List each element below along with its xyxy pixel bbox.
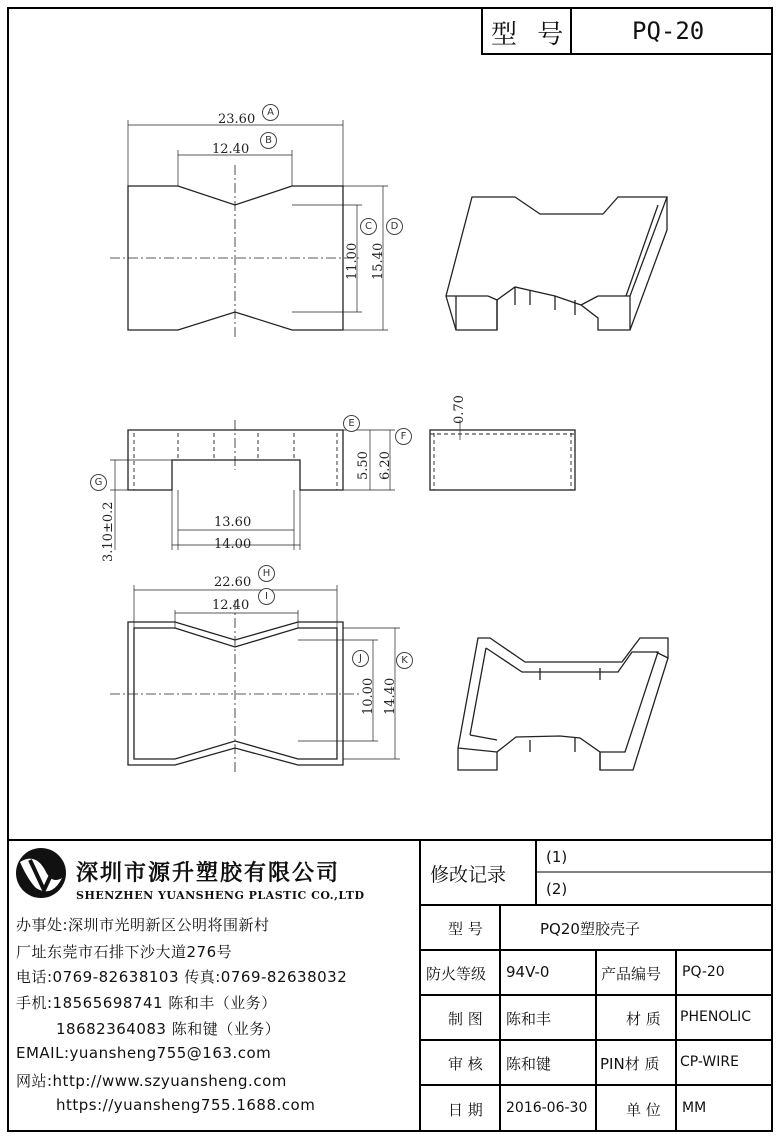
- unit-label: 单 位: [626, 1101, 661, 1119]
- date-label: 日 期: [448, 1101, 483, 1119]
- bottom-view-drawing: [110, 585, 400, 775]
- company-website-2: https://yuansheng755.1688.com: [56, 1096, 316, 1114]
- model-value: PQ20塑胶壳子: [540, 920, 640, 938]
- dim-h: 22.60: [214, 575, 252, 590]
- marker-j: J: [352, 650, 369, 667]
- model-label: 型 号: [448, 920, 483, 938]
- unit-value: MM: [682, 1100, 707, 1116]
- company-website: 网站:http://www.szyuansheng.com: [16, 1072, 287, 1090]
- dim-14-00: 14.00: [214, 537, 252, 552]
- revision-1: (1): [546, 848, 568, 866]
- dim-a: 23.60: [218, 112, 256, 127]
- marker-a: A: [262, 104, 279, 121]
- company-logo: [16, 848, 66, 898]
- drawn-by-label: 制 图: [448, 1010, 483, 1028]
- revision-label: 修改记录: [430, 864, 507, 886]
- iso-view-2: [458, 638, 668, 770]
- dim-g: 3.10±0.2: [101, 501, 116, 562]
- header-model-value: PQ-20: [632, 17, 705, 45]
- company-name-cn: 深圳市源升塑胶有限公司: [76, 861, 341, 886]
- product-no-label: 产品编号: [601, 965, 662, 983]
- side-view-drawing: [430, 420, 575, 490]
- fire-rating-label: 防火等级: [426, 965, 487, 983]
- company-name-en: SHENZHEN YUANSHENG PLASTIC CO.,LTD: [76, 889, 365, 902]
- dim-d: 15.40: [371, 242, 386, 280]
- marker-d: D: [386, 218, 403, 235]
- header-model-label: 型 号: [491, 20, 570, 50]
- checked-by-value: 陈和键: [506, 1055, 552, 1073]
- pin-material-value: CP-WIRE: [680, 1054, 739, 1070]
- dim-13-60: 13.60: [214, 515, 252, 530]
- iso-view-1: [446, 197, 667, 330]
- dim-k: 14.40: [383, 677, 398, 715]
- product-no-value: PQ-20: [682, 964, 725, 980]
- drawn-by-value: 陈和丰: [506, 1010, 552, 1028]
- material-label: 材 质: [626, 1010, 661, 1028]
- marker-c: C: [360, 218, 377, 235]
- company-email: EMAIL:yuansheng755@163.com: [16, 1044, 272, 1062]
- marker-b: B: [260, 132, 277, 149]
- dim-5-50: 5.50: [356, 451, 371, 480]
- dim-6-20: 6.20: [378, 451, 393, 480]
- date-value: 2016-06-30: [506, 1100, 588, 1116]
- front-view-drawing: [110, 420, 395, 550]
- marker-e: E: [343, 415, 360, 432]
- dim-i: 12.40: [212, 598, 250, 613]
- marker-h: H: [258, 565, 275, 582]
- marker-g: G: [90, 474, 107, 491]
- checked-by-label: 审 核: [448, 1055, 483, 1073]
- marker-i: I: [258, 588, 275, 605]
- company-mobile-2: 18682364083 陈和键（业务）: [56, 1020, 281, 1038]
- dim-b: 12.40: [212, 142, 250, 157]
- company-mobile-1: 手机:18565698741 陈和丰（业务）: [16, 994, 277, 1012]
- pin-material-label: PIN材 质: [600, 1055, 660, 1073]
- marker-f: F: [395, 428, 412, 445]
- company-phone: 电话:0769-82638103 传真:0769-82638032: [16, 968, 348, 986]
- fire-rating-value: 94V-0: [506, 963, 550, 981]
- company-factory: 厂址东莞市石排下沙大道276号: [16, 943, 233, 961]
- material-value: PHENOLIC: [680, 1009, 752, 1025]
- dim-c: 11.00: [345, 242, 360, 280]
- revision-2: (2): [546, 880, 568, 898]
- dim-thickness: 0.70: [452, 395, 467, 424]
- marker-k: K: [396, 652, 413, 669]
- company-office: 办事处:深圳市光明新区公明将围新村: [16, 916, 270, 934]
- dim-j: 10.00: [361, 677, 376, 715]
